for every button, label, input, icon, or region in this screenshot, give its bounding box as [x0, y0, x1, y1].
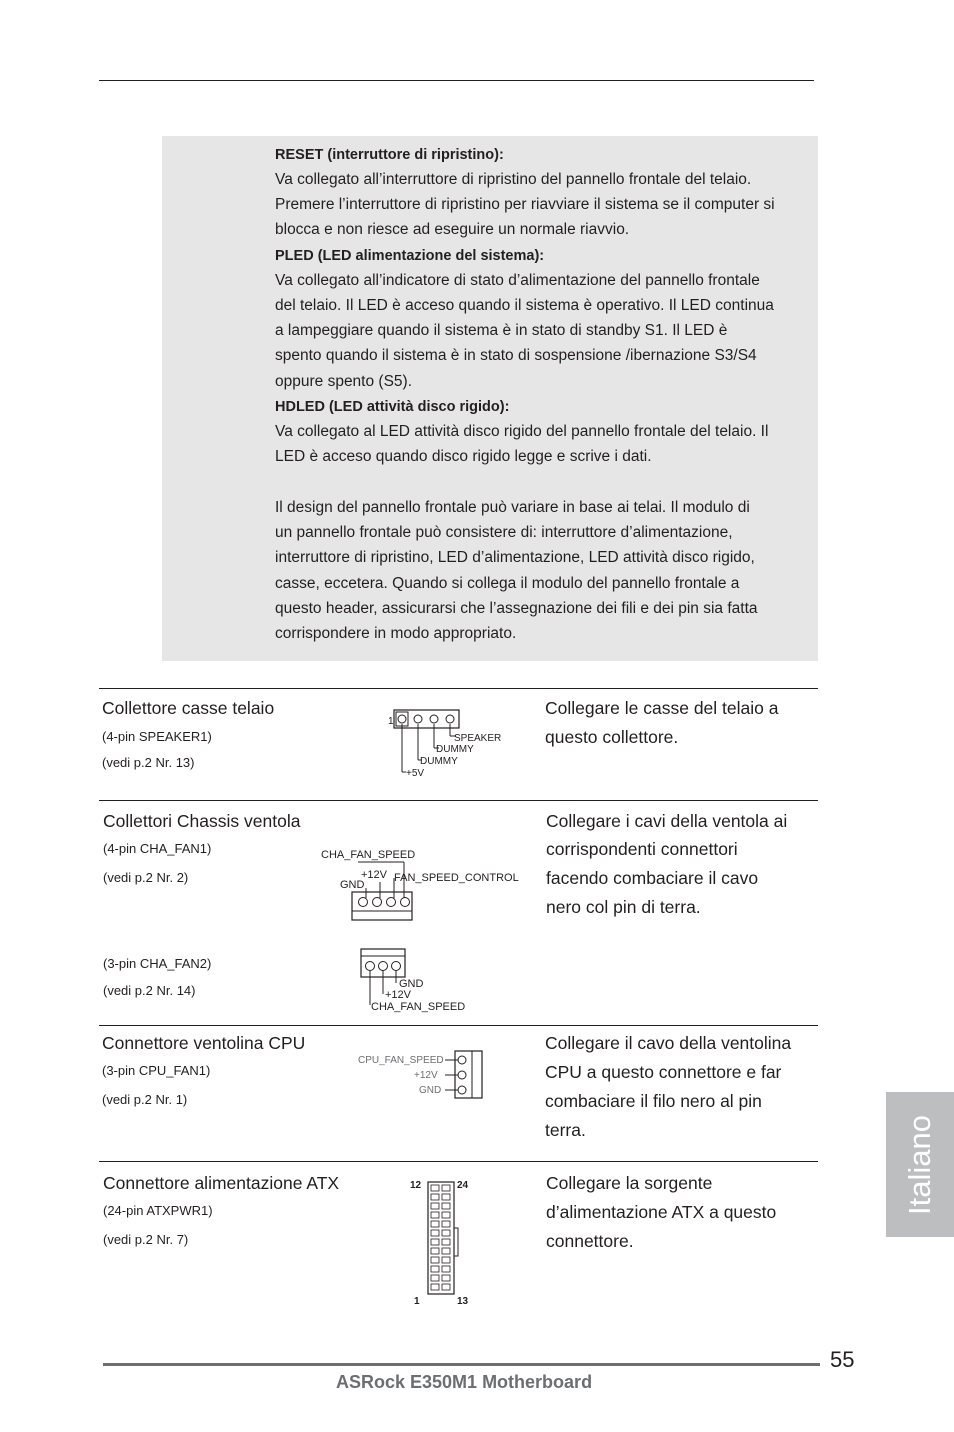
panel-line: interruttore di ripristino, LED d’alimentazione, LED attività disco rigido, — [275, 549, 755, 566]
footer-rule — [103, 1363, 820, 1366]
panel-line: PLED (LED alimentazione del sistema): — [275, 248, 545, 264]
cpu-fan-diagram — [352, 1046, 488, 1102]
panel-line: corrispondere in modo appropriato. — [275, 625, 517, 642]
atx-pin — [442, 1248, 450, 1254]
section-rule — [99, 800, 818, 801]
atx-pin — [431, 1221, 439, 1227]
top-rule — [99, 80, 814, 81]
speaker-desc-line: Collegare le casse del telaio a — [545, 698, 779, 718]
gnd-label: GND — [340, 879, 365, 891]
cpu-fan-desc-line: combaciare il filo nero al pin — [545, 1091, 762, 1111]
atx-pin-grid — [431, 1185, 450, 1290]
panel-line: LED è acceso quando disco rigido legge e scrive i dati. — [275, 448, 652, 465]
chassis-fan1-pin: (4-pin CHA_FAN1) — [103, 841, 212, 856]
language-tab-label: Italiano — [902, 1114, 937, 1215]
5v-pin-label: +5V — [406, 768, 425, 779]
chassis-fan-title: Collettori Chassis ventola — [103, 811, 301, 831]
atx-pin — [431, 1194, 439, 1200]
atx-pin — [431, 1239, 439, 1245]
fan-speed-control-label: FAN_SPEED_CONTROL — [394, 872, 519, 884]
pin1-label: 1 — [414, 1296, 420, 1307]
atx-pin — [431, 1212, 439, 1218]
atx-pin — [431, 1248, 439, 1254]
section-rule — [99, 1025, 818, 1026]
panel-line: spento quando il sistema è in stato di sospensione /ibernazione S3/S4 — [275, 347, 757, 364]
panel-line: blocca e non riesce ad eseguire un normale riavvio. — [275, 221, 630, 238]
atx-title: Connettore alimentazione ATX — [103, 1173, 340, 1193]
atx-pin — [442, 1266, 450, 1272]
atx-pin — [442, 1212, 450, 1218]
speaker-ref: (vedi p.2 Nr. 13) — [102, 755, 195, 770]
speaker-title: Collettore casse telaio — [102, 698, 275, 718]
footer-brand: ASRock E350M1 Motherboard — [336, 1372, 593, 1392]
dummy-pin-label: DUMMY — [436, 744, 474, 755]
panel-line: casse, eccetera. Quando si collega il modulo del pannello frontale a — [275, 575, 740, 592]
cpu-fan-desc-line: CPU a questo connettore e far — [545, 1062, 782, 1082]
panel-line: a lampeggiare quando il sistema è in stato di standby S1. Il LED è — [275, 322, 728, 339]
atx-pin — [431, 1185, 439, 1191]
atx-pin — [442, 1194, 450, 1200]
chassis-fan-desc-line: corrispondenti connettori — [546, 839, 738, 859]
atx-pin — [442, 1257, 450, 1263]
speaker-desc-line: questo collettore. — [545, 727, 679, 747]
atx-pin — [442, 1230, 450, 1236]
cpu-fan-ref: (vedi p.2 Nr. 1) — [102, 1092, 188, 1107]
chassis-fan-desc-line: facendo combaciare il cavo — [546, 868, 759, 888]
panel-line: Va collegato all’interruttore di ripristino del pannello frontale del telaio. — [275, 171, 752, 188]
page-number: 55 — [830, 1347, 855, 1372]
chassis-fan1-ref: (vedi p.2 Nr. 2) — [103, 870, 189, 885]
dummy-pin-label: DUMMY — [420, 756, 458, 767]
panel-line: Premere l’interruttore di ripristino per riavviare il sistema se il computer si — [275, 196, 775, 213]
atx-pin: (24-pin ATXPWR1) — [103, 1203, 213, 1218]
atx-desc-line: d’alimentazione ATX a questo — [546, 1202, 777, 1222]
cpu-fan-desc-line: Collegare il cavo della ventolina — [545, 1033, 792, 1053]
atx-connector-diagram — [406, 1174, 478, 1308]
atx-pin — [442, 1239, 450, 1245]
language-tab — [886, 1092, 954, 1237]
chassis-fan2-ref: (vedi p.2 Nr. 14) — [103, 983, 196, 998]
pin13-label: 13 — [457, 1296, 469, 1307]
panel-line: un pannello frontale può consistere di: interruttore d’alimentazione, — [275, 524, 733, 541]
atx-pin — [431, 1266, 439, 1272]
atx-pin — [442, 1221, 450, 1227]
panel-line: Il design del pannello frontale può variare in base ai telai. Il modulo di — [275, 499, 750, 516]
atx-pin — [442, 1284, 450, 1290]
gnd-label: GND — [419, 1085, 442, 1096]
speaker-header-diagram — [384, 704, 504, 780]
cpu-fan-pin: (3-pin CPU_FAN1) — [102, 1063, 211, 1078]
chassis-fan-desc-line: nero col pin di terra. — [546, 897, 701, 917]
cha-fan1-diagram — [318, 844, 523, 924]
chassis-fan-desc-line: Collegare i cavi della ventola ai — [546, 811, 788, 831]
cha-fan2-diagram — [358, 944, 468, 1016]
section-rule — [99, 1161, 818, 1162]
panel-line: Va collegato al LED attività disco rigido del pannello frontale del telaio. Il — [275, 423, 769, 440]
atx-pin — [431, 1275, 439, 1281]
atx-pin — [442, 1275, 450, 1281]
cha-fan-speed-label: CHA_FAN_SPEED — [371, 1001, 466, 1013]
12v-label: +12V — [385, 989, 411, 1001]
12v-label: +12V — [414, 1070, 438, 1081]
atx-desc-line: connettore. — [546, 1231, 634, 1251]
atx-pin — [431, 1257, 439, 1263]
atx-pin — [442, 1185, 450, 1191]
chassis-fan2-pin: (3-pin CHA_FAN2) — [103, 956, 212, 971]
cpu-fan-title: Connettore ventolina CPU — [102, 1033, 306, 1053]
panel-line: questo header, assicurarsi che l’assegnazione dei fili e dei pin sia fatta — [275, 600, 758, 617]
atx-pin — [442, 1203, 450, 1209]
cpu-fan-speed-label: CPU_FAN_SPEED — [358, 1055, 444, 1066]
12v-label: +12V — [361, 869, 387, 881]
panel-line: oppure spento (S5). — [275, 373, 413, 390]
pin1-label: 1 — [388, 716, 394, 727]
panel-line: HDLED (LED attività disco rigido): — [275, 399, 510, 415]
speaker-pin-label: SPEAKER — [454, 733, 502, 744]
atx-desc-line: Collegare la sorgente — [546, 1173, 713, 1193]
gnd-label: GND — [399, 978, 424, 990]
atx-pin — [431, 1230, 439, 1236]
atx-pin — [431, 1203, 439, 1209]
cpu-fan-desc-line: terra. — [545, 1120, 586, 1140]
panel-line: Va collegato all’indicatore di stato d’alimentazione del pannello frontale — [275, 272, 760, 289]
pin12-label: 12 — [410, 1180, 422, 1191]
atx-pin — [431, 1284, 439, 1290]
cha-fan-speed-label: CHA_FAN_SPEED — [321, 849, 416, 861]
section-rule — [99, 688, 818, 689]
panel-line: del telaio. Il LED è acceso quando il sistema è operativo. Il LED continua — [275, 297, 774, 314]
speaker-pin: (4-pin SPEAKER1) — [102, 729, 212, 744]
atx-ref: (vedi p.2 Nr. 7) — [103, 1232, 189, 1247]
pin24-label: 24 — [457, 1180, 469, 1191]
panel-line: RESET (interruttore di ripristino): — [275, 147, 504, 163]
